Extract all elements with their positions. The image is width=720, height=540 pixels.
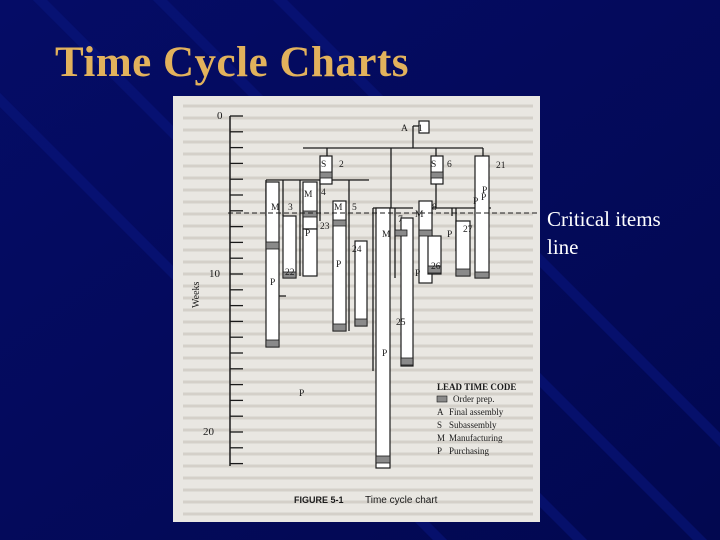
node-label: 26: [431, 262, 441, 272]
weeks-axis: [191, 110, 243, 466]
node-label: 2: [339, 160, 344, 170]
bar-21: [475, 156, 489, 278]
legend-code: M: [437, 433, 446, 443]
axis-tick-10: 10: [209, 268, 220, 280]
legend-item: Manufacturing: [449, 433, 503, 443]
node-label: 21: [496, 161, 506, 171]
node-label: P: [305, 229, 311, 239]
slide-title: Time Cycle Charts: [55, 39, 410, 86]
axis-tick-0: 0: [217, 110, 223, 122]
node-label: M: [415, 210, 424, 220]
node-label: 1: [418, 124, 423, 134]
legend-title: LEAD TIME CODE: [437, 382, 517, 392]
bar-7: [376, 208, 390, 468]
legend-item: Purchasing: [449, 446, 489, 456]
node-label: 3: [288, 203, 293, 213]
legend-code: S: [437, 420, 443, 430]
node-label: P: [270, 278, 276, 288]
caption-text: Time cycle chart: [365, 495, 438, 506]
legend-code: A: [437, 407, 444, 417]
node-label: P: [473, 197, 479, 207]
node-label: 6: [447, 160, 452, 170]
legend-item: Final assembly: [449, 407, 504, 417]
axis-tick-20: 20: [203, 426, 214, 438]
node-label: 4: [321, 188, 326, 198]
node-label: P: [336, 260, 342, 270]
node-label: 25: [396, 318, 406, 328]
callout-line: Critical items: [547, 207, 661, 231]
node-label: 27: [463, 225, 473, 235]
node-label: 22: [285, 268, 295, 278]
order-prep-swatch: [437, 396, 447, 402]
legend-item: Subassembly: [449, 420, 497, 430]
legend-code: P: [437, 446, 443, 456]
node-label: P: [415, 269, 421, 279]
node-label: M: [271, 203, 280, 213]
legend-item: Order prep.: [453, 394, 495, 404]
figure-caption: [294, 495, 438, 506]
node-label: S: [431, 160, 437, 170]
node-label: P: [299, 389, 305, 399]
time-cycle-chart: [173, 96, 540, 522]
node-label: M: [382, 230, 391, 240]
node-label: P: [481, 193, 487, 203]
node-label: S: [321, 160, 327, 170]
critical-items-callout: [547, 205, 661, 261]
node-label: 5: [352, 203, 357, 213]
bar-25: [401, 218, 413, 366]
node-label: P: [447, 230, 453, 240]
node-label: P: [382, 349, 388, 359]
node-label: A: [401, 124, 408, 134]
node-label: M: [334, 203, 343, 213]
time-cycle-chart-figure: [173, 96, 540, 522]
node-label: P: [482, 186, 488, 196]
caption-number: FIGURE 5-1: [294, 495, 344, 505]
axis-label: Weeks: [191, 281, 202, 308]
node-label: 8: [432, 203, 437, 213]
node-label: 23: [320, 222, 330, 232]
node-label: 7: [398, 215, 403, 225]
node-label: 24: [352, 245, 362, 255]
callout-line: line: [547, 235, 579, 259]
node-label: M: [304, 190, 313, 200]
